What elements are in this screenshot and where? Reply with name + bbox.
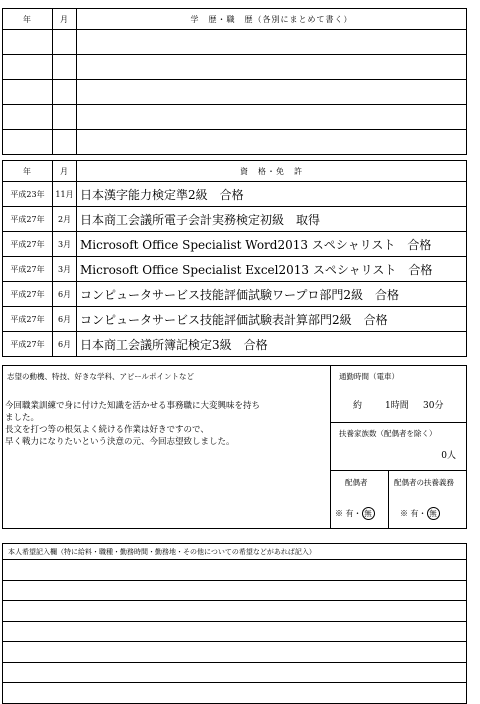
licenses-content-header: 資 格・免 許 [77,161,467,182]
licenses-year-header: 年 [3,161,53,182]
license-month: 3月 [53,232,77,257]
education-content-header: 学 歴・職 歴（各別にまとめて書く） [77,9,467,30]
wishes-line [3,621,467,642]
motivation-line: ました。 [5,413,40,423]
license-month: 3月 [53,257,77,282]
education-row [3,105,467,130]
license-year: 平成27年 [3,282,53,307]
license-year: 平成27年 [3,257,53,282]
wishes-line [3,580,467,601]
license-row [3,257,467,282]
spouse-choice [335,507,375,520]
license-name: 日本商工会議所電子会計実務検定初級 取得 [77,207,467,232]
education-row [3,130,467,155]
license-month: 6月 [53,307,77,332]
license-month: 11月 [53,182,77,207]
spouse-box [331,471,466,528]
license-row [3,307,467,332]
spouse-yes: 有 [345,509,354,518]
license-name: コンピュータサービス技能評価試験表計算部門2級 合格 [77,307,467,332]
wishes-line [3,560,467,581]
license-name: Microsoft Office Specialist Excel2013 スペシャリスト 合格 [77,257,467,282]
licenses-month-header: 月 [53,161,77,182]
license-row [3,207,467,232]
personal-info-block [2,365,467,529]
commute-label: 通勤時間（電車） [339,372,399,381]
spouse-support-yes: 有 [410,509,419,518]
commute-minutes: 30分 [423,401,444,411]
separator-dot: ・ [353,509,362,518]
license-name: 日本商工会議所簿記検定3級 合格 [77,332,467,357]
motivation-label: 志望の動機、特技、好きな学科、アピールポイントなど [7,372,195,381]
license-month: 6月 [53,282,77,307]
commute-prefix: 約 [353,401,363,411]
motivation-line: 今回職業訓練で身に付けた知識を活かせる事務職に大変興味を持ち [5,401,261,411]
education-row [3,80,467,105]
spouse-no-circled: 無 [362,507,375,520]
commute-box [331,366,466,423]
spouse-support-no-circled: 無 [427,507,440,520]
license-year: 平成27年 [3,232,53,257]
license-year: 平成23年 [3,182,53,207]
education-row [3,55,467,80]
spouse-support-label: 配偶者の扶養義務 [394,478,454,487]
license-row [3,182,467,207]
motivation-text [5,400,330,448]
license-row [3,282,467,307]
motivation-box [3,366,331,528]
education-month-header: 月 [53,9,77,30]
licenses-table [2,160,467,357]
dependents-value: 0人 [441,451,456,461]
license-row [3,232,467,257]
education-table [2,8,467,155]
dependents-label: 扶養家族数（配偶者を除く） [339,429,437,438]
dependents-box [331,423,466,471]
separator-dot: ・ [418,509,427,518]
commute-hours: 1時間 [385,401,409,411]
wishes-label-row [3,544,467,560]
license-row [3,332,467,357]
license-month: 2月 [53,207,77,232]
spouse-support-choice [400,507,440,520]
wishes-line [3,601,467,622]
wishes-line [3,683,467,704]
license-year: 平成27年 [3,207,53,232]
licenses-header-row [3,161,467,182]
spouse-support-cell [388,471,466,528]
wishes-label: 本人希望記入欄（特に給料・職種・勤務時間・勤務地・その他についての希望などがあれば記入） [3,544,467,560]
education-row [3,30,467,55]
license-name: コンピュータサービス技能評価試験ワープロ部門2級 合格 [77,282,467,307]
spouse-label: 配偶者 [345,478,368,487]
license-year: 平成27年 [3,332,53,357]
motivation-line: 早く戦力になりたいという決意の元、今回志望致しました。 [5,437,235,447]
license-month: 6月 [53,332,77,357]
wishes-line [3,642,467,663]
license-name: 日本漢字能力検定準2級 合格 [77,182,467,207]
license-year: 平成27年 [3,307,53,332]
education-year-header: 年 [3,9,53,30]
motivation-line: 長文を打つ等の根気よく続ける作業は好きですので、 [5,425,209,435]
spouse-cell [331,471,389,528]
note-mark: ※ [335,509,343,518]
wishes-table [2,543,467,704]
note-mark: ※ [400,509,408,518]
license-name: Microsoft Office Specialist Word2013 スペシャリスト 合格 [77,232,467,257]
wishes-line [3,662,467,683]
education-header-row [3,9,467,30]
